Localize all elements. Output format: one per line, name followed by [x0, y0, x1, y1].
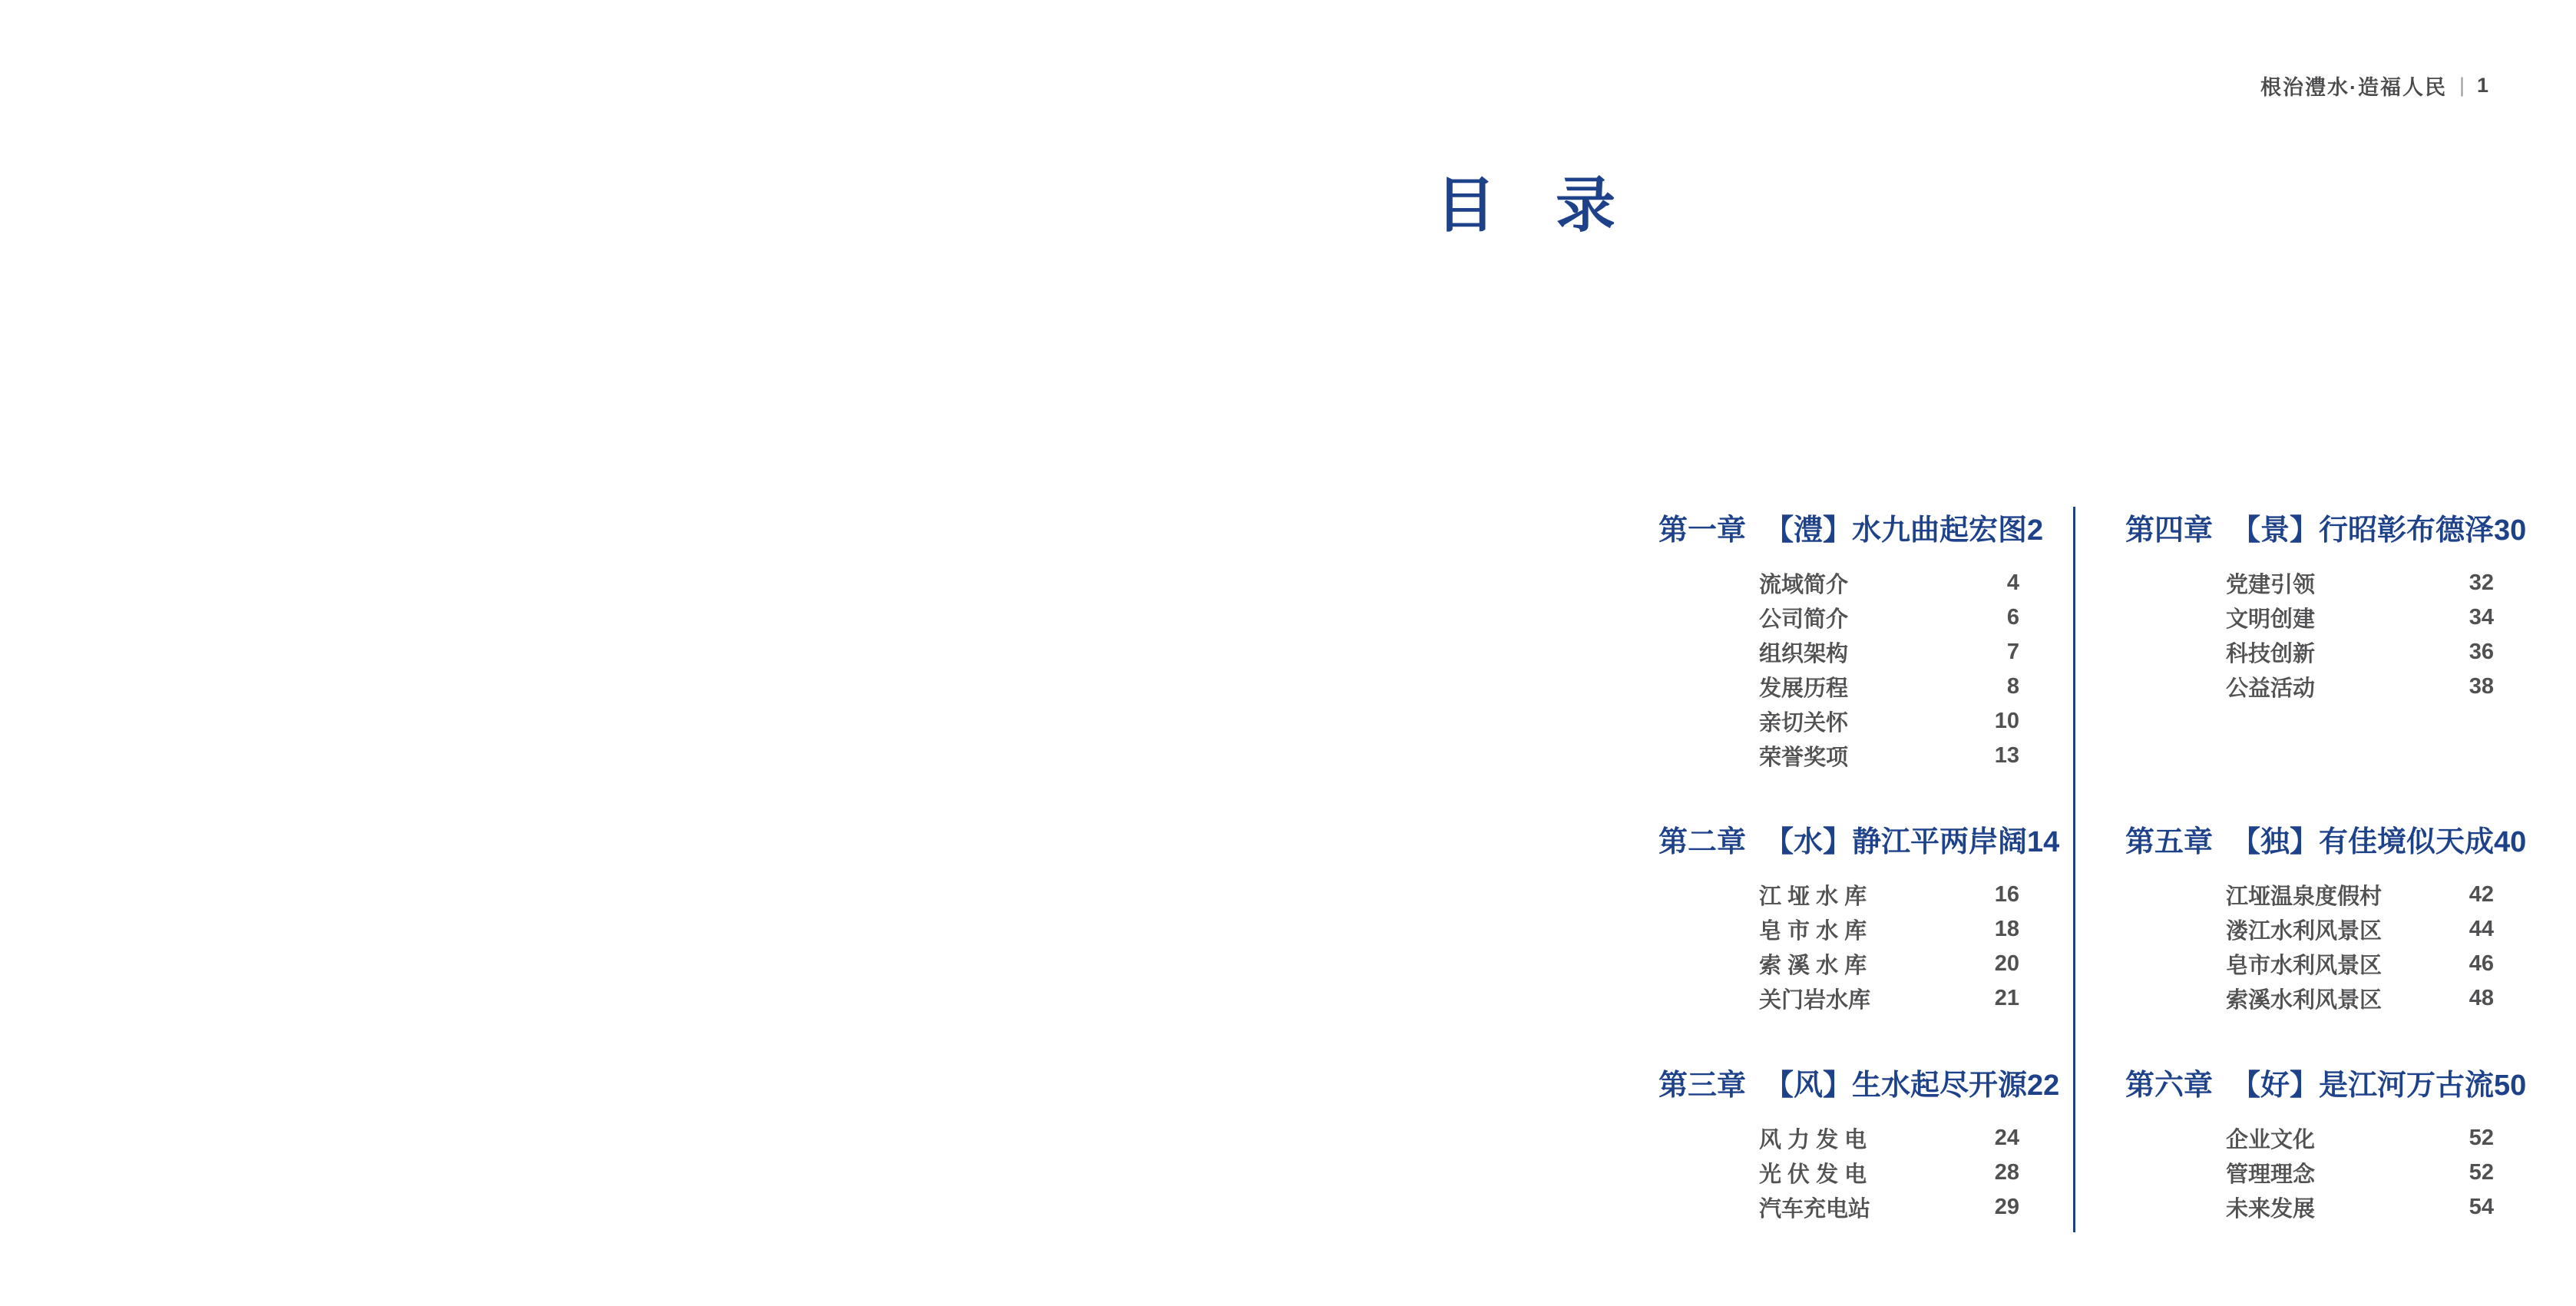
item-page-number: 48	[2469, 986, 2494, 1010]
toc-column-right	[2125, 514, 2527, 1290]
toc-item[interactable]	[2226, 1190, 2494, 1225]
chapter-2-items	[1658, 878, 2019, 1016]
toc-item[interactable]	[1759, 600, 2019, 635]
item-page-number: 10	[1994, 709, 2019, 733]
item-page-number: 4	[2006, 570, 2019, 595]
item-label: 光 伏 发 电	[1759, 1162, 1867, 1187]
item-page-number: 21	[1994, 986, 2019, 1010]
toc-item[interactable]	[1759, 704, 2019, 739]
chapter-title: 【风】生水起尽开源	[1764, 1070, 2028, 1102]
chapter-5-items	[2125, 878, 2494, 1016]
chapter-page-number: 14	[2027, 826, 2060, 858]
item-label: 关门岩水库	[1759, 988, 1871, 1013]
toc-item[interactable]	[1759, 739, 2019, 773]
item-page-number: 24	[1994, 1126, 2019, 1150]
item-label: 皂市水利风景区	[2226, 954, 2383, 978]
header-page-number: 1	[2476, 74, 2490, 97]
item-label: 文明创建	[2226, 607, 2316, 632]
toc-item[interactable]	[2226, 1156, 2494, 1190]
item-label: 皂 市 水 库	[1759, 919, 1867, 944]
toc-item[interactable]	[1759, 1156, 2019, 1190]
column-divider	[2073, 507, 2075, 1232]
item-label: 未来发展	[2226, 1197, 2316, 1222]
item-label: 江 垭 水 库	[1759, 884, 1867, 909]
chapter-block-3	[1658, 1070, 2060, 1225]
toc-item[interactable]	[1759, 635, 2019, 670]
item-label: 亲切关怀	[1759, 711, 1849, 736]
item-label: 公司简介	[1759, 607, 1849, 632]
item-page-number: 18	[1994, 917, 2019, 941]
chapter-label: 第三章	[1658, 1070, 1747, 1102]
item-page-number: 6	[2006, 605, 2019, 630]
chapter-page-number: 2	[2027, 514, 2044, 547]
chapter-6-items	[2125, 1121, 2494, 1225]
item-page-number: 16	[1994, 882, 2019, 907]
toc-item[interactable]	[2226, 566, 2494, 600]
item-label: 索 溪 水 库	[1759, 954, 1867, 978]
chapter-2-heading[interactable]	[1658, 826, 2060, 858]
item-page-number: 29	[1994, 1195, 2019, 1219]
chapter-page-number: 30	[2494, 514, 2527, 547]
item-label: 索溪水利风景区	[2226, 988, 2383, 1013]
toc-item[interactable]	[2226, 947, 2494, 981]
chapter-label: 第一章	[1658, 514, 1747, 547]
item-label: 溇江水利风景区	[2226, 919, 2383, 944]
item-page-number: 52	[2469, 1126, 2494, 1150]
toc-item[interactable]	[2226, 878, 2494, 912]
chapter-block-2	[1658, 826, 2060, 1016]
item-page-number: 32	[2469, 570, 2494, 595]
item-page-number: 34	[2469, 605, 2494, 630]
item-label: 汽车充电站	[1759, 1197, 1871, 1222]
toc-item[interactable]	[2226, 670, 2494, 704]
toc-item[interactable]	[1759, 981, 2019, 1016]
toc-item[interactable]	[2226, 912, 2494, 947]
item-label: 管理理念	[2226, 1162, 2316, 1187]
chapter-title: 【景】行昭彰布德泽	[2231, 514, 2495, 547]
item-page-number: 42	[2469, 882, 2494, 907]
toc-item[interactable]	[2226, 981, 2494, 1016]
chapter-3-items	[1658, 1121, 2019, 1225]
page-header	[2260, 71, 2490, 101]
item-label: 风 力 发 电	[1759, 1128, 1867, 1152]
item-page-number: 13	[1994, 743, 2019, 768]
chapter-title: 【澧】水九曲起宏图	[1764, 514, 2028, 547]
item-label: 流域简介	[1759, 573, 1849, 597]
toc-item[interactable]	[2226, 600, 2494, 635]
chapter-1-items	[1658, 566, 2019, 773]
toc-item[interactable]	[1759, 947, 2019, 981]
chapter-block-4	[2125, 514, 2527, 704]
item-page-number: 44	[2469, 917, 2494, 941]
chapter-page-number: 22	[2027, 1070, 2060, 1102]
chapter-title: 【好】是江河万古流	[2231, 1070, 2495, 1102]
item-label: 公益活动	[2226, 676, 2316, 701]
chapter-page-number: 50	[2494, 1070, 2527, 1102]
item-label: 荣誉奖项	[1759, 746, 1849, 770]
toc-item[interactable]	[1759, 878, 2019, 912]
toc-item[interactable]	[1759, 670, 2019, 704]
page-title: 目 录	[1436, 171, 1616, 239]
chapter-page-number: 40	[2494, 826, 2527, 858]
chapter-title: 【水】静江平两岸阔	[1764, 826, 2028, 858]
item-label: 组织架构	[1759, 642, 1849, 666]
chapter-label: 第五章	[2125, 826, 2214, 858]
item-label: 发展历程	[1759, 676, 1849, 701]
item-page-number: 28	[1994, 1160, 2019, 1185]
chapter-4-items	[2125, 566, 2494, 704]
item-page-number: 54	[2469, 1195, 2494, 1219]
chapter-title: 【独】有佳境似天成	[2231, 826, 2495, 858]
chapter-5-heading[interactable]	[2125, 826, 2527, 858]
chapter-3-heading[interactable]	[1658, 1070, 2060, 1102]
item-page-number: 38	[2469, 674, 2494, 699]
item-page-number: 36	[2469, 640, 2494, 664]
header-slogan: 根治澧水·造福人民	[2260, 76, 2447, 99]
item-label: 企业文化	[2226, 1128, 2316, 1152]
chapter-block-1	[1658, 514, 2044, 773]
chapter-label: 第四章	[2125, 514, 2214, 547]
item-page-number: 20	[1994, 951, 2019, 976]
chapter-4-heading[interactable]	[2125, 514, 2527, 547]
toc-item[interactable]	[1759, 912, 2019, 947]
item-page-number: 8	[2006, 674, 2019, 699]
chapter-label: 第六章	[2125, 1070, 2214, 1102]
toc-column-left	[1658, 514, 2060, 1290]
item-label: 江垭温泉度假村	[2226, 884, 2383, 909]
chapter-1-heading[interactable]	[1658, 514, 2044, 547]
toc-item[interactable]	[1759, 1121, 2019, 1156]
chapter-block-5	[2125, 826, 2527, 1016]
chapter-6-heading[interactable]	[2125, 1070, 2527, 1102]
item-label: 党建引领	[2226, 573, 2316, 597]
chapter-block-6	[2125, 1070, 2527, 1225]
toc-item[interactable]	[2226, 1121, 2494, 1156]
header-separator: |	[2459, 74, 2465, 97]
item-page-number: 46	[2469, 951, 2494, 976]
chapter-label: 第二章	[1658, 826, 1747, 858]
toc-item[interactable]	[2226, 635, 2494, 670]
toc-item[interactable]	[1759, 566, 2019, 600]
item-page-number: 52	[2469, 1160, 2494, 1185]
item-label: 科技创新	[2226, 642, 2316, 666]
item-page-number: 7	[2006, 640, 2019, 664]
toc-item[interactable]	[1759, 1190, 2019, 1225]
